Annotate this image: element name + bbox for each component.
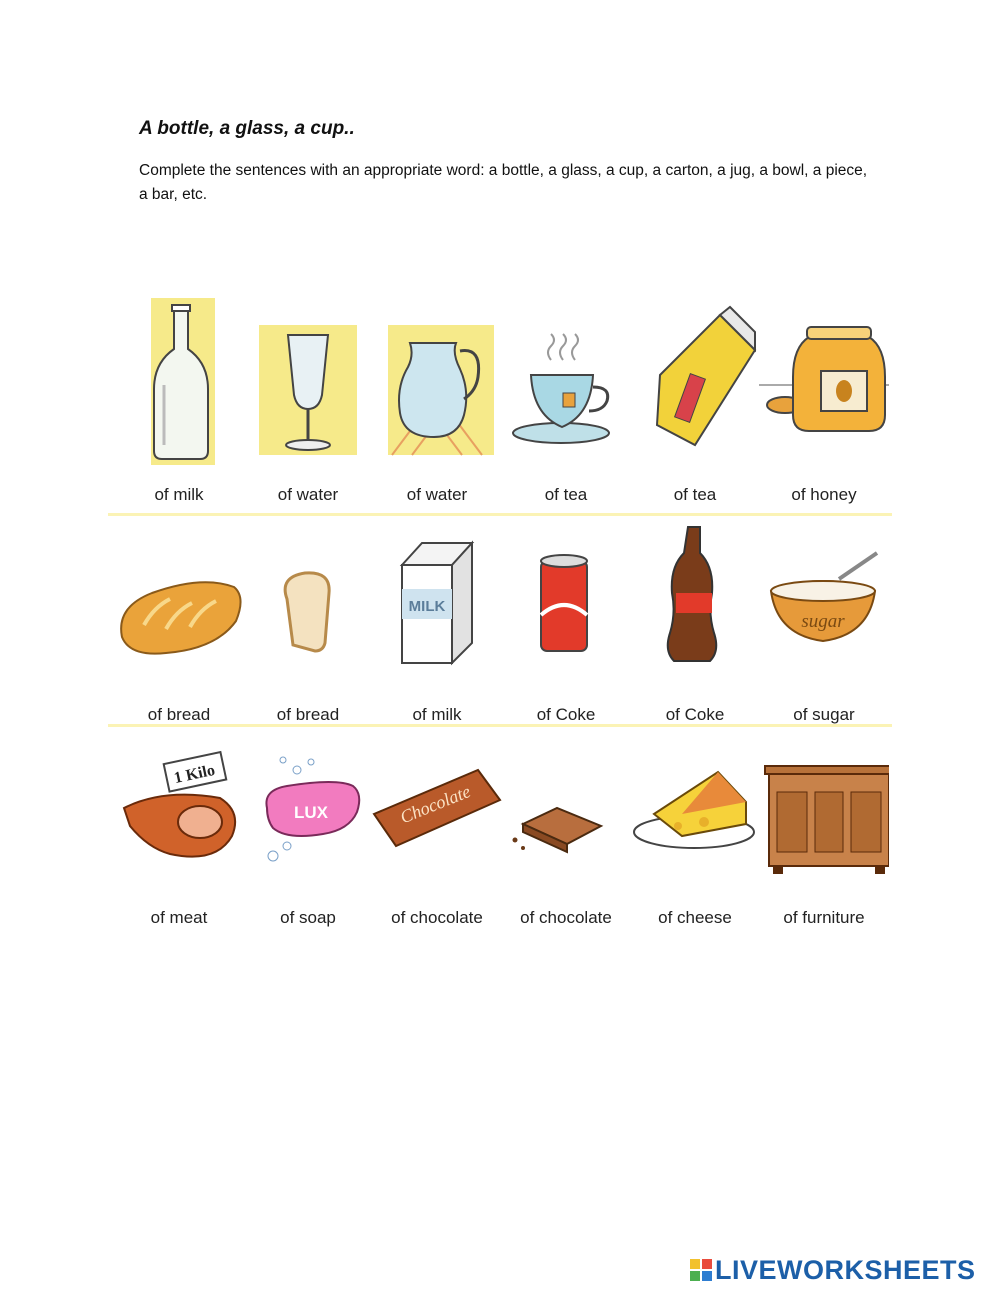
worksheet-title: A bottle, a glass, a cup..: [139, 118, 355, 139]
vocab-item: [501, 515, 631, 724]
row-separator: [108, 724, 892, 727]
vocab-item: [759, 515, 889, 724]
item-caption: of meat: [150, 908, 208, 927]
vocab-item: [630, 748, 760, 948]
item-caption: of Coke: [665, 705, 725, 724]
meat-icon: [114, 748, 244, 918]
item-caption: of bread: [276, 705, 340, 724]
soap-label: LUX: [294, 803, 328, 822]
item-caption: of chocolate: [391, 908, 483, 927]
vocab-item: [630, 515, 760, 724]
item-caption: of milk: [412, 705, 462, 724]
furniture-icon: [759, 748, 889, 918]
bread-loaf-icon: [114, 515, 244, 685]
bottle-icon: [114, 295, 244, 465]
vocab-item: [243, 515, 373, 724]
item-caption: of cheese: [658, 908, 732, 927]
wrapper-label: Chocolate: [397, 781, 474, 828]
sugar-bowl-icon: [759, 515, 889, 685]
price-tag-label: 1 Kilo: [172, 761, 217, 788]
picture-row-2: [110, 515, 892, 724]
vocab-item: [759, 295, 889, 504]
vocab-item: [372, 748, 502, 948]
picture-row-1: [110, 295, 892, 504]
liveworksheets-logo-icon: [690, 1259, 712, 1281]
vocab-item: [243, 295, 373, 504]
cheese-icon: [630, 748, 760, 918]
item-caption: of sugar: [793, 705, 855, 724]
bread-slice-icon: [243, 515, 373, 685]
milk-carton-icon: [372, 515, 502, 685]
chocolate-piece-icon: [501, 748, 631, 918]
carton-label: MILK: [408, 598, 446, 615]
item-caption: of water: [277, 485, 339, 504]
item-caption: of tea: [673, 485, 717, 504]
item-caption: of Coke: [536, 705, 596, 724]
instruction-text: Complete the sentences with an appropriate word: a bottle, a glass, a cup, a carton, a jug, a bowl, a piece, a bar, etc.: [139, 162, 868, 203]
vocab-item: [630, 295, 760, 504]
item-caption: of honey: [791, 485, 857, 504]
item-caption: of bread: [147, 705, 211, 724]
soap-icon: [243, 748, 373, 918]
chocolate-bar-icon: [372, 748, 502, 918]
item-caption: of tea: [544, 485, 588, 504]
vocab-item: [114, 748, 244, 948]
vocab-item: [759, 748, 889, 948]
vocab-item: [372, 295, 502, 504]
item-caption: of soap: [280, 908, 336, 927]
bowl-label: sugar: [801, 611, 845, 632]
glass-icon: [243, 295, 373, 465]
vocab-item: [243, 748, 373, 948]
vocab-item: [114, 515, 244, 724]
item-caption: of water: [406, 485, 468, 504]
vocab-item: [501, 748, 631, 948]
picture-row-3: [110, 748, 892, 948]
cup-icon: [501, 295, 631, 465]
coke-bottle-icon: [630, 515, 760, 685]
liveworksheets-logo: [690, 1255, 976, 1285]
item-caption: of chocolate: [520, 908, 612, 927]
item-caption: of milk: [154, 485, 204, 504]
item-caption: of furniture: [783, 908, 865, 927]
vocab-item: [114, 295, 244, 504]
honey-jar-icon: [759, 295, 889, 465]
jug-icon: [372, 295, 502, 465]
tea-packet-icon: [630, 295, 760, 465]
vocab-item: [501, 295, 631, 504]
can-icon: [501, 515, 631, 685]
vocab-item: [372, 515, 502, 724]
logo-text: LIVEWORKSHEETS: [715, 1254, 976, 1285]
